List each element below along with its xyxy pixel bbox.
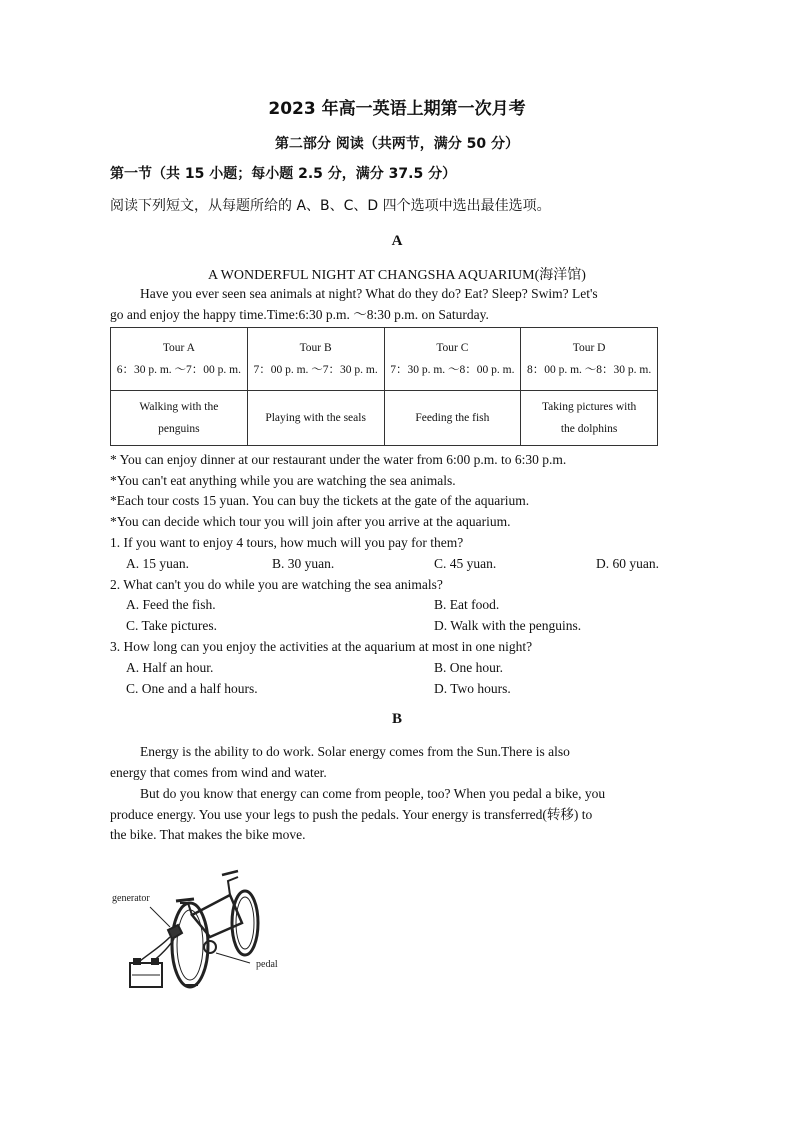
- question-1-option-c[interactable]: C. 45 yuan.: [434, 556, 497, 571]
- tour-a-activity: [111, 391, 248, 446]
- intro-line-2: go and enjoy the happy time.Time:6:30 p.m. ～8:30 p.m. on Saturday.: [110, 306, 489, 322]
- table-row: [111, 328, 658, 391]
- bicycle-generator-figure: [110, 855, 300, 995]
- tour-c-activity: [384, 391, 521, 446]
- question-3-stem: 3. How long can you enjoy the activities at the aquarium at most in one night?: [110, 639, 533, 654]
- para-2-line-1: But do you know that energy can come from people, too? When you pedal a bike, you: [140, 786, 606, 801]
- tour-a-header: [111, 328, 248, 391]
- para-2-line-2: produce energy. You use your legs to push the pedals. Your energy is transferred(转移) to: [110, 806, 593, 822]
- question-2-option-b[interactable]: B. Eat food.: [434, 597, 500, 612]
- passage-b-para-2: [110, 784, 694, 846]
- para-1-line-1: Energy is the ability to do work. Solar energy comes from the Sun.There is also: [140, 744, 570, 759]
- tour-name: Tour A: [162, 342, 195, 354]
- note-tour-cost: *Each tour costs 15 yuan. You can buy the tickets at the gate of the aquarium.: [110, 493, 530, 508]
- tour-time: 7：30 p. m. ～8：00 p. m.: [390, 364, 515, 376]
- tour-name: Tour D: [572, 342, 606, 354]
- question-3-option-b[interactable]: B. One hour.: [434, 660, 503, 675]
- para-1-line-2: energy that comes from wind and water.: [110, 764, 327, 780]
- para-2-line-3: the bike. That makes the bike move.: [110, 827, 306, 842]
- question-2-option-d[interactable]: D. Walk with the penguins.: [434, 618, 582, 633]
- tour-d-activity: [521, 391, 658, 446]
- activity-line: Feeding the fish: [415, 412, 490, 424]
- activity-line: the dolphins: [560, 423, 618, 435]
- question-1-option-a[interactable]: A. 15 yuan.: [126, 556, 189, 571]
- question-1-option-b[interactable]: B. 30 yuan.: [272, 556, 335, 571]
- instruction-text: 阅读下列短文，从每题所给的 A、B、C、D 四个选项中选出最佳选项。: [110, 198, 551, 214]
- passage-b-letter: B: [391, 711, 402, 727]
- question-3-option-c[interactable]: C. One and a half hours.: [126, 681, 258, 696]
- tour-name: Tour C: [436, 342, 469, 354]
- activity-line: Taking pictures with: [541, 401, 637, 413]
- generator-device: [168, 925, 182, 939]
- question-1-stem: 1. If you want to enjoy 4 tours, how much will you pay for them?: [110, 535, 464, 550]
- tour-name: Tour B: [299, 342, 332, 354]
- tour-schedule-table: [110, 327, 658, 446]
- passage-a-intro: [110, 284, 694, 325]
- tour-time: 8：00 p. m. ～8：30 p. m.: [526, 364, 652, 376]
- passage-a-letter: A: [391, 233, 403, 249]
- tour-b-activity: [247, 391, 384, 446]
- note-no-eating: *You can't eat anything while you are watching the sea animals.: [110, 473, 456, 488]
- passage-b-para-1: [110, 742, 694, 783]
- table-row: [111, 391, 658, 446]
- question-3-option-d[interactable]: D. Two hours.: [434, 681, 511, 696]
- tour-time: 6：30 p. m. ～7：00 p. m.: [116, 364, 241, 376]
- question-2-option-c[interactable]: C. Take pictures.: [126, 618, 218, 633]
- note-choose-tour: *You can decide which tour you will join after you arrive at the aquarium.: [110, 514, 511, 529]
- activity-line: penguins: [158, 423, 200, 435]
- handlebar: [228, 877, 238, 895]
- tour-d-header: [521, 328, 658, 391]
- note-dinner: * You can enjoy dinner at our restaurant under the water from 6:00 p.m. to 6:30 p.m.: [110, 452, 567, 467]
- activity-line: Walking with the: [139, 401, 219, 413]
- question-1-option-d[interactable]: D. 60 yuan.: [596, 556, 659, 571]
- section-heading: 第一节（共 15 小题；每小题 2.5 分，满分 37.5 分）: [110, 166, 457, 182]
- activity-line: Playing with the seals: [265, 412, 366, 424]
- part-subtitle: 第二部分 阅读（共两节，满分 50 分）: [274, 136, 520, 152]
- pedal-label: pedal: [256, 959, 278, 970]
- passage-a-title: A WONDERFUL NIGHT AT CHANGSHA AQUARIUM(海洋馆): [208, 268, 586, 283]
- exam-title: 2023 年高一英语上期第一次月考: [268, 99, 526, 119]
- question-3-option-a[interactable]: A. Half an hour.: [126, 660, 214, 675]
- tour-time: 7：00 p. m. ～7：30 p. m.: [253, 364, 378, 376]
- pedal-crank: [204, 941, 216, 953]
- question-2-stem: 2. What can't you do while you are watching the sea animals?: [110, 577, 443, 592]
- tour-b-header: [247, 328, 384, 391]
- generator-label: generator: [112, 893, 150, 904]
- bike-seat: [176, 899, 194, 901]
- tour-c-header: [384, 328, 521, 391]
- intro-line-1: Have you ever seen sea animals at night? What do they do? Eat? Sleep? Swim? Let's: [140, 286, 598, 301]
- question-2-option-a[interactable]: A. Feed the fish.: [126, 597, 216, 612]
